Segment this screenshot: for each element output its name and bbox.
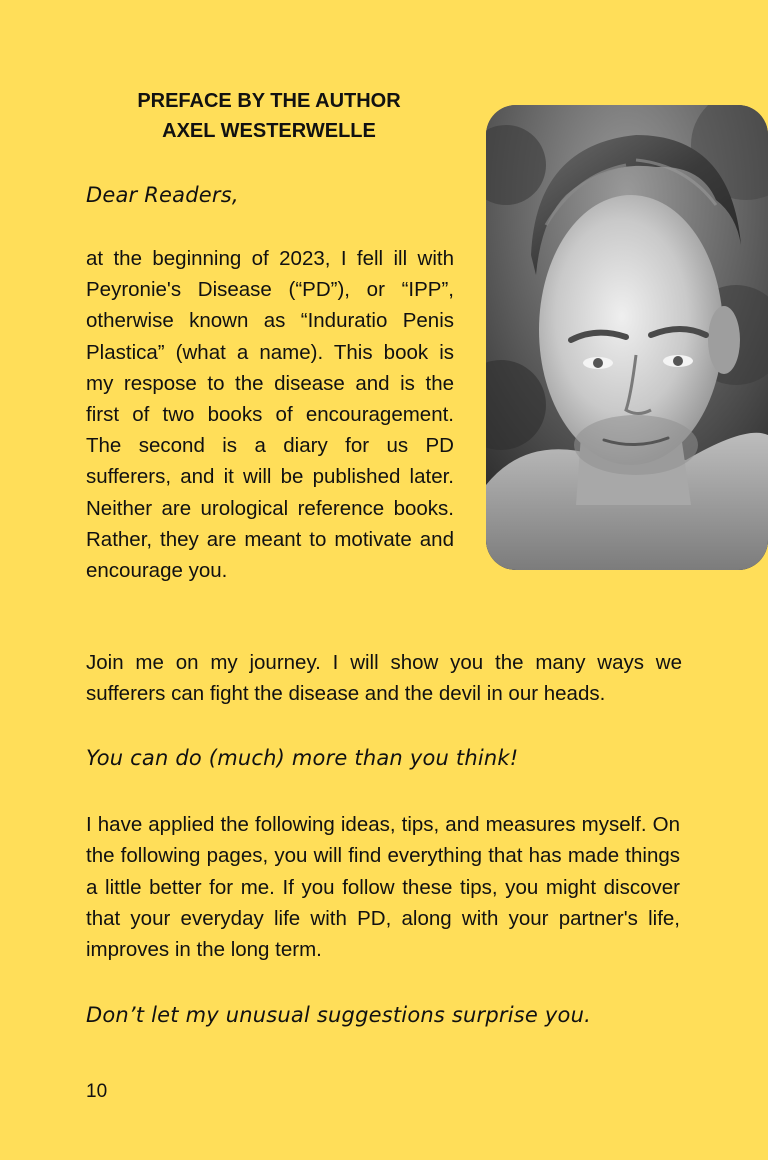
greeting: Dear Readers, [86, 183, 239, 207]
tips-paragraph: I have applied the following ideas, tips, and measures myself. On the following pages, you will find everything that has made things a little better for me. If you follow these tips, you might discover that your everyday life with PD, along with your partner's life, improves in the long term. [86, 813, 680, 962]
intro-paragraph: at the beginning of 2023, I fell ill with Peyronie's Disease (“PD”), or “IPP”, otherwise known as “Induratio Penis Plastica” (what a name). This book is my respose to the disease and is the first of two books of encouragement. The second is a diary for us PD sufferers, and it will be published later. Neither are urological reference books. Rather, they are meant to motivate and encourage you. [86, 247, 454, 583]
title-line-preface: PREFACE BY THE AUTHOR [137, 90, 401, 112]
journey-paragraph: Join me on my journey. I will show you the many ways we sufferers can fight the disease and the devil in our heads. [86, 651, 682, 705]
page-title [86, 86, 452, 146]
motto: You can do (much) more than you think! [86, 746, 519, 770]
page-number: 10 [86, 1081, 108, 1102]
title-line-author-name: AXEL WESTERWELLE [162, 120, 376, 142]
author-portrait-photo [486, 105, 768, 570]
closing-line: Don’t let my unusual suggestions surprise you. [86, 1003, 591, 1027]
